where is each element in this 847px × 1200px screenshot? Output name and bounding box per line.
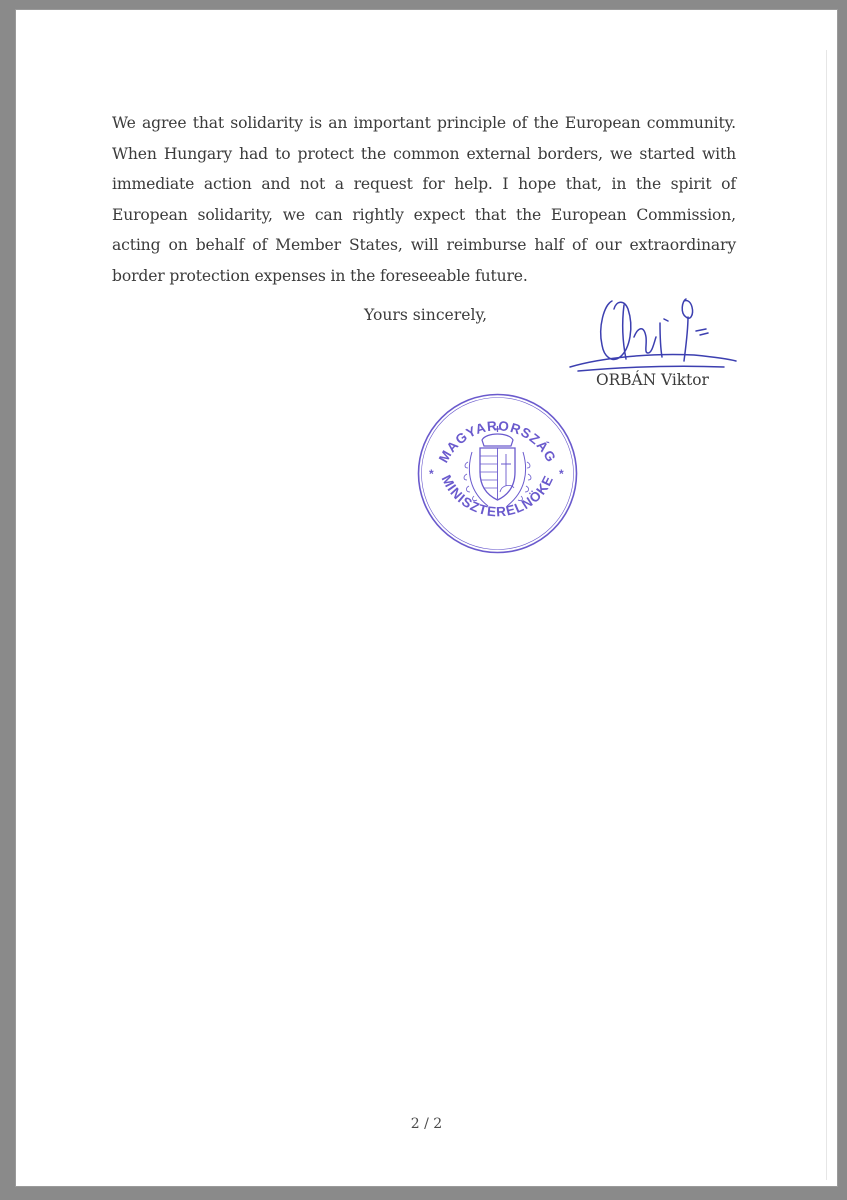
stamp-star-left: *	[429, 467, 435, 481]
stamp-star-right: *	[559, 467, 565, 481]
signer-name: ORBÁN Viktor	[596, 371, 709, 389]
page-edge-line	[826, 50, 827, 1180]
stamp-bottom-text: MINISZTERELNÖKE	[438, 472, 557, 520]
stamp-top-text: MAGYARORSZÁG	[435, 418, 560, 466]
page-number: 2 / 2	[410, 1116, 443, 1132]
letter-page	[16, 10, 837, 1186]
letter-body-paragraph: We agree that solidarity is an important principle of the European community. When Hungary had to protect the common external borders, we started with immediate action and not a request for help. I hope that, in the spirit of European solidarity, we can rightly expect that the European Commission, acting on behalf of Member States, will reimburse half of our extraordinary border protection expenses in the foreseeable future.	[112, 114, 736, 285]
letter-closing: Yours sincerely,	[364, 306, 488, 324]
official-seal-stamp	[416, 392, 579, 555]
handwritten-signature	[564, 287, 739, 382]
